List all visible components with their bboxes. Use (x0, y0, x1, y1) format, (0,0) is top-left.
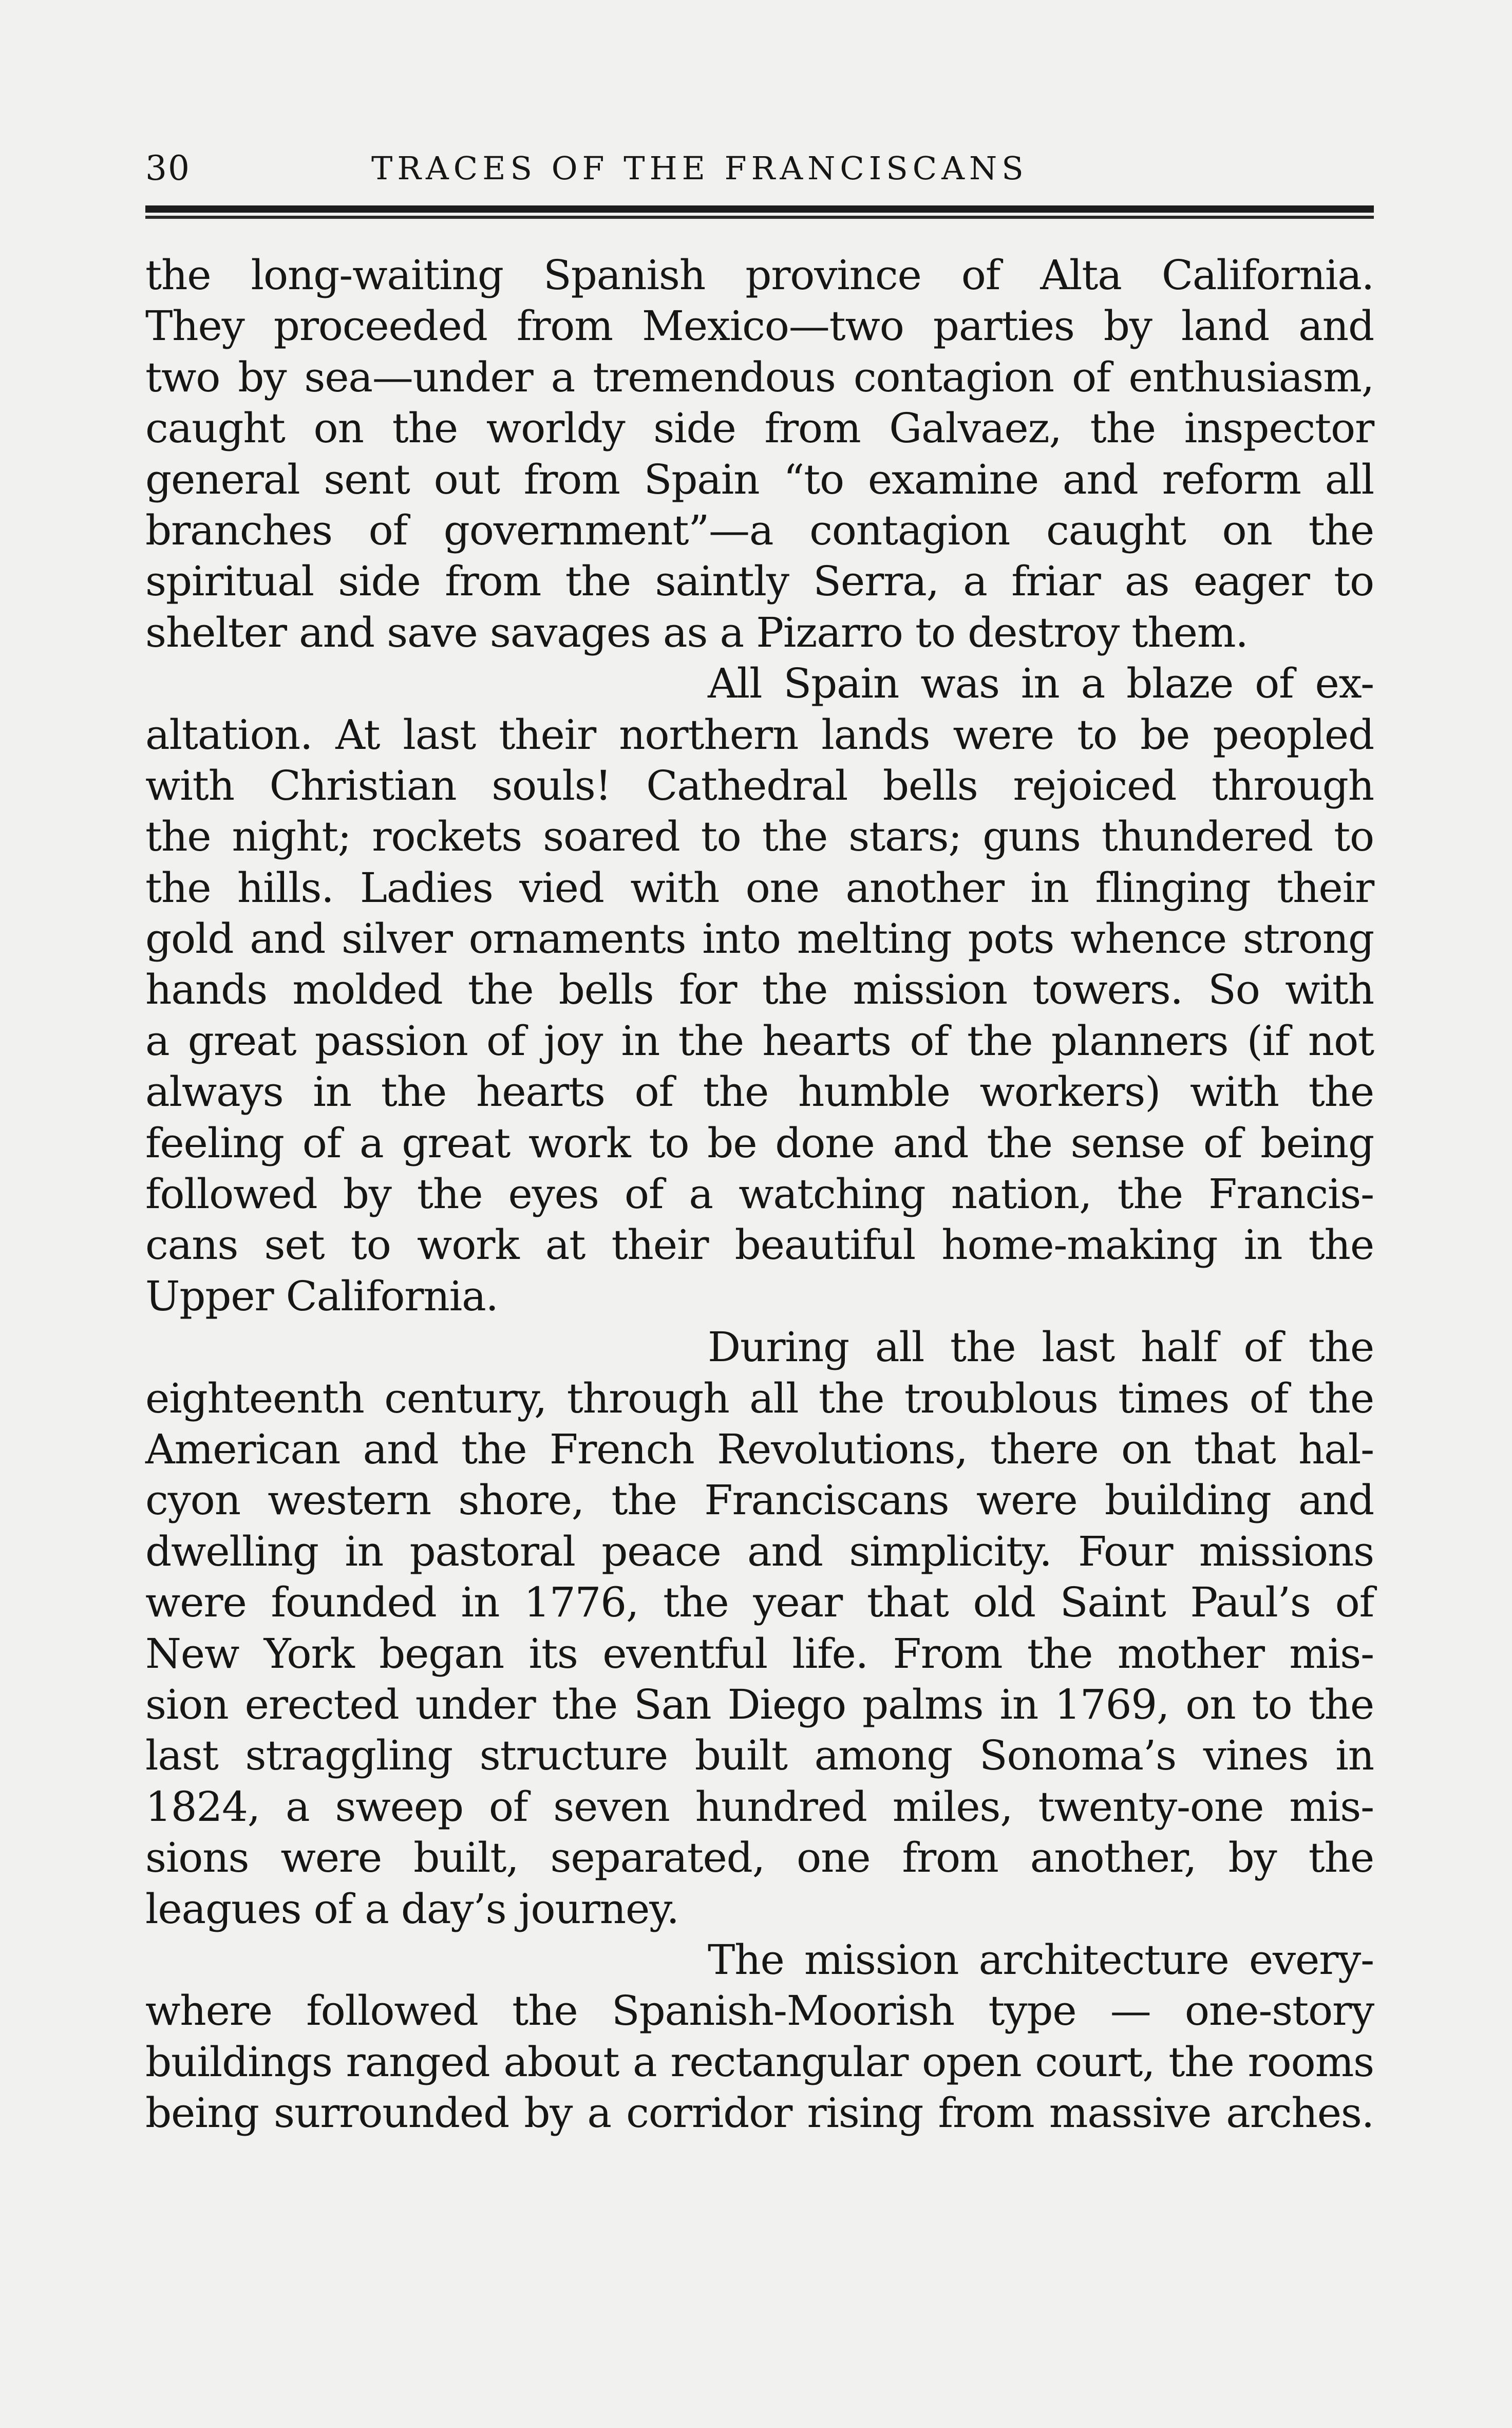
text-line: altation. At last their northern lands were to be peopled (145, 710, 1374, 759)
text-line: dwelling in pastoral peace and simplicity. Four missions (145, 1527, 1374, 1575)
running-title: TRACES OF THE FRANCISCANS (371, 149, 1028, 187)
paragraph-3 (145, 1322, 1374, 1934)
text-line: During all the last half of the (708, 1323, 1374, 1371)
text-line: leagues of a day’s journey. (145, 1885, 679, 1933)
text-line: hands molded the bells for the mission towers. So with (145, 966, 1374, 1014)
body-text (145, 250, 1374, 2138)
text-line: gold and silver ornaments into melting pots whence strong (145, 915, 1374, 963)
running-head (145, 148, 1374, 194)
text-line: eighteenth century, through all the troublous times of the (145, 1374, 1374, 1422)
header-rule (145, 205, 1374, 221)
text-line: where followed the Spanish-Moorish type — one-story (145, 1987, 1374, 2035)
text-line: cyon western shore, the Franciscans were building and (145, 1476, 1374, 1524)
text-line: buildings ranged about a rectangular open court, the rooms (145, 2038, 1374, 2086)
text-line: Upper California. (145, 1272, 498, 1320)
text-line: with Christian souls! Cathedral bells rejoiced through (145, 761, 1374, 810)
text-line: caught on the worldy side from Galvaez, the inspector (145, 404, 1374, 453)
paragraph-2 (145, 658, 1374, 1322)
text-line: being surrounded by a corridor rising from massive arches. (145, 2089, 1374, 2137)
text-line: the night; rockets soared to the stars; guns thundered to (145, 813, 1374, 861)
text-line: All Spain was in a blaze of ex- (708, 660, 1374, 708)
text-line: American and the French Revolutions, there on that hal- (145, 1425, 1374, 1473)
text-line: last straggling structure built among Sonoma’s vines in (145, 1731, 1374, 1780)
text-line: feeling of a great work to be done and the sense of being (145, 1119, 1374, 1167)
page-number: 30 (145, 148, 191, 188)
paragraph-1 (145, 250, 1374, 658)
header-rule-thick (145, 205, 1374, 213)
text-line: shelter and save savages as a Pizarro to destroy them. (145, 608, 1248, 656)
text-line: cans set to work at their beautiful home-making in the (145, 1221, 1374, 1269)
text-line: the long-waiting Spanish province of Alta California. (145, 251, 1374, 299)
text-line: always in the hearts of the humble workers) with the (145, 1068, 1374, 1116)
text-line: the hills. Ladies vied with one another in flinging their (145, 863, 1374, 912)
text-line: general sent out from Spain “to examine and reform all (145, 455, 1374, 503)
text-line: New York began its eventful life. From the mother mis- (145, 1629, 1374, 1678)
text-line: spiritual side from the saintly Serra, a friar as eager to (145, 557, 1374, 606)
text-line: The mission architecture every- (708, 1935, 1374, 1984)
text-line: They proceeded from Mexico—two parties by land and (145, 302, 1374, 350)
text-line: branches of government”—a contagion caught on the (145, 506, 1374, 554)
header-rule-thin (145, 216, 1374, 219)
text-line: 1824, a sweep of seven hundred miles, twenty-one mis- (145, 1782, 1374, 1831)
text-line: a great passion of joy in the hearts of the planners (if not (145, 1017, 1374, 1065)
text-line: sion erected under the San Diego palms in 1769, on to the (145, 1680, 1374, 1728)
text-line: sions were built, separated, one from another, by the (145, 1834, 1374, 1882)
paragraph-4 (145, 1934, 1374, 2139)
text-line: were founded in 1776, the year that old Saint Paul’s of (145, 1578, 1374, 1627)
text-line: two by sea—under a tremendous contagion of enthusiasm, (145, 353, 1374, 401)
text-line: followed by the eyes of a watching nation, the Francis- (145, 1170, 1374, 1218)
